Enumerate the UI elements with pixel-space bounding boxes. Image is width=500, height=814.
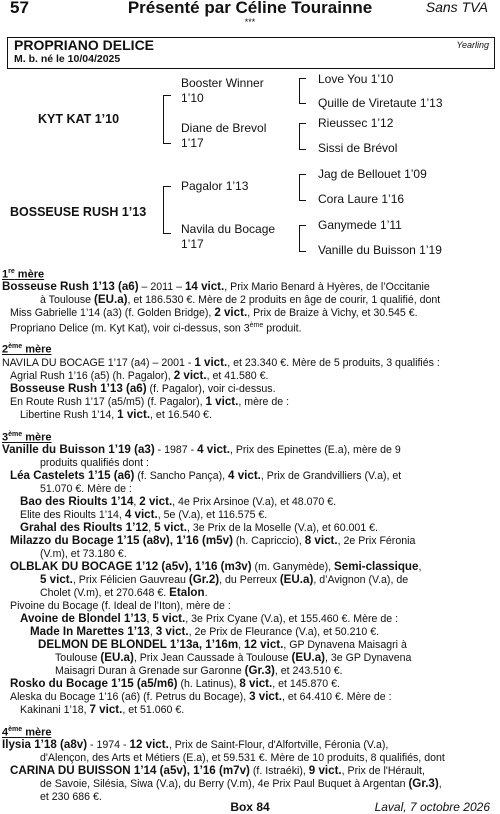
text-line: à Toulouse (EU.a), et 186.530 €. Mère de 2 produits en âge de courir, 1 qualifié, dont xyxy=(40,293,441,306)
text-line: Rosko du Bocage 1’15 (a5/m6) (h. Latinus), 8 vict., et 145.870 €. xyxy=(10,677,340,690)
text-line: Miss Gabrielle 1’14 (a3) (f. Golden Bridge), 2 vict., Prix de Braize à Vichy, et 30.545 €. xyxy=(10,306,418,319)
sire: KYT KAT 1’10 xyxy=(38,112,120,126)
sale-date: Laval, 7 octobre 2026 xyxy=(374,800,490,814)
text-line: Bosseuse Rush 1’13 (a6) (f. Pagalor), voir ci-dessus. xyxy=(10,382,276,395)
ggp-1: Love You 1’10 xyxy=(318,72,394,86)
sd-bracket xyxy=(299,123,306,150)
text-line: Pivoine du Bocage (f. Ideal de l’Iton), mère de : xyxy=(10,600,231,612)
title-stars: *** xyxy=(244,17,256,27)
dam-dam: Navila du Bocage 1’17 xyxy=(181,222,276,251)
text-line: Kakinani 1’18, 7 vict., et 51.060 €. xyxy=(20,703,185,716)
dam: BOSSEUSE RUSH 1’13 xyxy=(10,205,147,219)
text-line: DELMON DE BLONDEL 1’13a, 1’16m, 12 vict., GP Dynavena Maisagri à xyxy=(38,638,407,651)
text-line: CARINA DU BUISSON 1’14 (a5v), 1’16 (m7v) (f. Istraéki), 9 vict., Prix de l'Hérault, xyxy=(10,764,425,777)
section-2eme-mere: 2ème mère xyxy=(2,343,52,356)
lot-number: 57 xyxy=(10,0,29,17)
horse-name: PROPRIANO DELICE xyxy=(14,37,155,53)
presenter-title: Présenté par Céline Tourainne xyxy=(127,0,373,17)
box-number: Box 84 xyxy=(230,800,270,814)
dd-bracket xyxy=(299,225,306,252)
tax-status: Sans TVA xyxy=(425,0,488,15)
ggp-8: Vanille du Buisson 1’19 xyxy=(318,243,442,257)
horse-birth: M. b. né le 10/04/2025 xyxy=(14,53,121,65)
text-line: Toulouse (EU.a), Prix Jean Caussade à Toulouse (EU.a), 3e GP Dynavena xyxy=(55,651,412,664)
text-line: Léa Castelets 1’15 (a6) (f. Sancho Pança), 4 vict., Prix de Grandvilliers (V.a), et xyxy=(10,469,402,482)
text-line: 5 vict., Prix Félicien Gauvreau (Gr.2), du Perreux (EU.a), d’Avignon (V.a), de xyxy=(40,573,409,586)
ggp-4: Sissi de Brévol xyxy=(318,141,398,155)
text-line: 51.070 €. Mère de : xyxy=(40,483,132,495)
sire-dam: Diane de Brevol 1’17 xyxy=(181,121,267,150)
text-line: Made In Marettes 1’13, 3 vict., 2e Prix de Fleurance (V.a), et 50.210 €. xyxy=(30,625,380,638)
text-line: et 230 686 €. xyxy=(40,791,102,803)
text-line: Cholet (V.m), et 270.648 €. Etalon. xyxy=(40,586,208,599)
dam-sire: Pagalor 1’13 xyxy=(181,179,249,193)
text-line: Ilysia 1’18 (a8v) - 1974 - 12 vict., Prix de Saint-Flour, d'Alfortville, Féronia (V.a), xyxy=(2,738,389,751)
section-4eme-mere: 4ème mère xyxy=(2,726,52,739)
text-line: Aleska du Bocage 1’16 (a6) (f. Petrus du Bocage), 3 vict., et 64.410 €. Mère de : xyxy=(10,690,392,703)
ss-bracket xyxy=(299,78,306,104)
text-line: NAVILA DU BOCAGE 1’17 (a4) – 2001 - 1 vict., et 23.340 €. Mère de 5 produits, 3 qualifiés : xyxy=(2,356,440,369)
ds-bracket xyxy=(299,174,306,201)
sire-bracket xyxy=(163,95,171,144)
text-line: Milazzo du Bocage 1’15 (a8v), 1’16 (m5v) (h. Capriccio), 8 vict., 2e Prix Féronia xyxy=(10,534,416,547)
dam-bracket xyxy=(163,186,171,234)
text-line: de Savoie, Silésia, Siwa (V.a), du Berry (V.m), 4e Prix Paul Buquet à Argentan (Gr.3), xyxy=(40,777,442,790)
text-line: En Route Rush 1’17 (a5/m5) (f. Pagalor), 1 vict., mère de : xyxy=(10,395,290,408)
section-1re-mere: 1re mère xyxy=(2,268,45,281)
text-line: Grahal des Rioults 1’12, 5 vict., 3e Prix de la Moselle (V.a), et 60.001 €. xyxy=(20,521,378,534)
text-line: (V.m), et 73.180 €. xyxy=(40,548,127,560)
ggp-2: Quille de Viretaute 1’13 xyxy=(318,96,443,110)
ggp-3: Rieussec 1’12 xyxy=(318,116,394,130)
horse-name-box xyxy=(7,37,495,69)
text-line: d'Alençon, des Arts et Métiers (E.a), et 59.531 €. Mère de 10 produits, 8 qualifiés, dont xyxy=(40,752,445,764)
text-line: OLBLAK DU BOCAGE 1’12 (a5v), 1’16 (m3v) (m. Ganymède), Semi-classique, xyxy=(10,560,422,573)
text-line: Bosseuse Rush 1’13 (a6) – 2011 – 14 vict., Prix Mario Benard à Hyères, de l’Occitanie xyxy=(2,280,430,293)
text-line: Vanille du Buisson 1’19 (a3) - 1987 - 4 vict., Prix des Epinettes (E.a), mère de 9 xyxy=(2,443,401,456)
text-line: Agrial Rush 1’16 (a5) (h. Pagalor), 2 vict., et 41.580 €. xyxy=(10,369,269,382)
text-line: Elite des Rioults 1’14, 4 vict., 5e (V.a), et 116.575 €. xyxy=(20,508,268,521)
text-line: Avoine de Blondel 1’13, 5 vict., 3e Prix Cyane (V.a), et 155.460 €. Mère de : xyxy=(20,612,399,625)
text-line: produits qualifiés dont : xyxy=(40,457,149,469)
text-line: Propriano Delice (m. Kyt Kat), voir ci-dessus, son 3ème produit. xyxy=(10,322,302,335)
ggp-7: Ganymede 1’11 xyxy=(318,218,402,232)
horse-category: Yearling xyxy=(456,40,489,50)
ggp-5: Jag de Bellouet 1’09 xyxy=(318,167,427,181)
section-3eme-mere: 3ème mère xyxy=(2,431,52,444)
text-line: Libertine Rush 1’14, 1 vict., et 16.540 €. xyxy=(20,408,212,421)
sire-sire: Booster Winner 1’10 xyxy=(181,76,264,105)
ggp-6: Cora Laure 1’16 xyxy=(318,192,405,206)
text-line: Maisagri Duran à Grenade sur Garonne (Gr.3), et 243.510 €. xyxy=(55,664,343,677)
text-line: Bao des Rioults 1’14, 2 vict., 4e Prix Arsinoe (V.a), et 48.070 €. xyxy=(20,495,337,508)
